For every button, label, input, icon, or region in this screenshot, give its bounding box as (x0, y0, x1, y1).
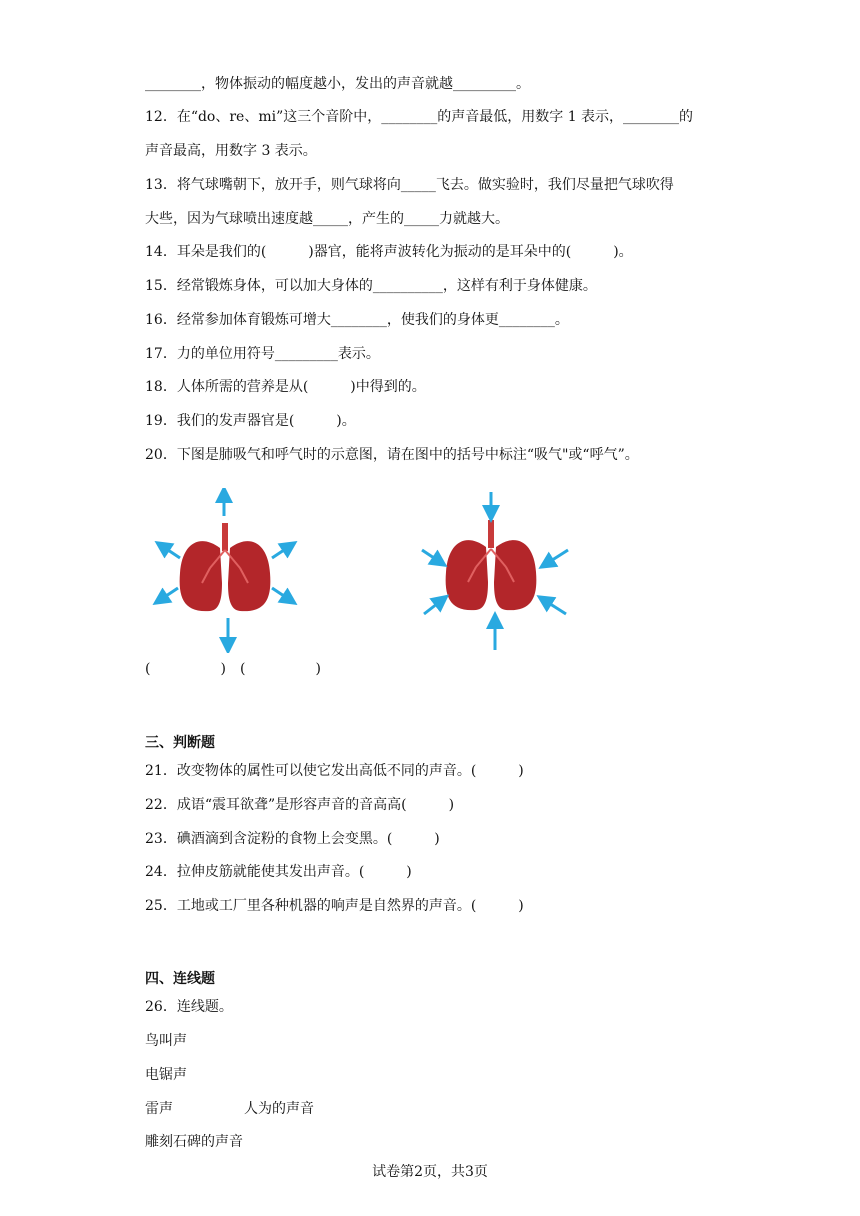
question-line: 15．经常锻炼身体，可以加大身体的__________，这样有利于身体健康。 (145, 278, 597, 294)
question-line: 14．耳朵是我们的( )器官，能将声波转化为振动的是耳朵中的( )。 (145, 244, 633, 260)
judge-question: 23．碘酒滴到含淀粉的食物上会变黑。( ) (145, 831, 440, 847)
question-line: ________，物体振动的幅度越小，发出的声音就越_________。 (145, 76, 530, 92)
section-title: 四、连线题 (145, 971, 215, 987)
judge-question: 25．工地或工厂里各种机器的响声是自然界的声音。( ) (145, 898, 524, 914)
judge-question: 22．成语“震耳欲聋”是形容声音的音高高( ) (145, 797, 455, 813)
question-line: 13．将气球嘴朝下，放开手，则气球将向_____飞去。做实验时，我们尽量把气球吹得 (145, 177, 674, 193)
question-line: 17．力的单位用符号_________表示。 (145, 346, 380, 362)
question-line: 20．下图是肺吸气和呼气时的示意图，请在图中的括号中标注“吸气"或“呼气”。 (145, 447, 639, 463)
lungs-icon (446, 520, 537, 610)
question-line: 18．人体所需的营养是从( )中得到的。 (145, 379, 426, 395)
judge-question: 24．拉伸皮筋就能使其发出声音。( ) (145, 864, 412, 880)
answer-blank-left[interactable]: ( ) (145, 661, 226, 677)
match-left-item[interactable]: 雕刻石碑的声音 (145, 1134, 243, 1150)
question-line: 16．经常参加体育锻炼可增大________，使我们的身体更________。 (145, 312, 569, 328)
match-left-item[interactable]: 雷声 (145, 1101, 173, 1117)
match-left-item[interactable]: 鸟叫声 (145, 1033, 187, 1049)
answer-blank-right[interactable]: ( ) (240, 661, 321, 677)
lung-exhale-figure (150, 488, 300, 653)
arrow-icon (160, 494, 290, 646)
judge-question: 21．改变物体的属性可以使它发出高低不同的声音。( ) (145, 763, 524, 779)
question-line: 19．我们的发声器官是( )。 (145, 413, 356, 429)
lungs-icon (180, 523, 271, 611)
question-line: 声音最高，用数字 3 表示。 (145, 143, 317, 159)
page-footer: 试卷第2页，共3页 (372, 1164, 488, 1180)
question-line: 12．在“do、re、mi”这三个音阶中，________的声音最低，用数字 1 表示，________的 (145, 109, 694, 125)
match-right-item[interactable]: 人为的声音 (244, 1101, 314, 1117)
match-question: 26．连线题。 (145, 999, 233, 1015)
question-line: 大些，因为气球喷出速度越_____，产生的_____力就越大。 (145, 211, 509, 227)
match-left-item[interactable]: 电锯声 (145, 1067, 187, 1083)
lung-inhale-figure (418, 492, 578, 652)
section-title: 三、判断题 (145, 735, 215, 751)
